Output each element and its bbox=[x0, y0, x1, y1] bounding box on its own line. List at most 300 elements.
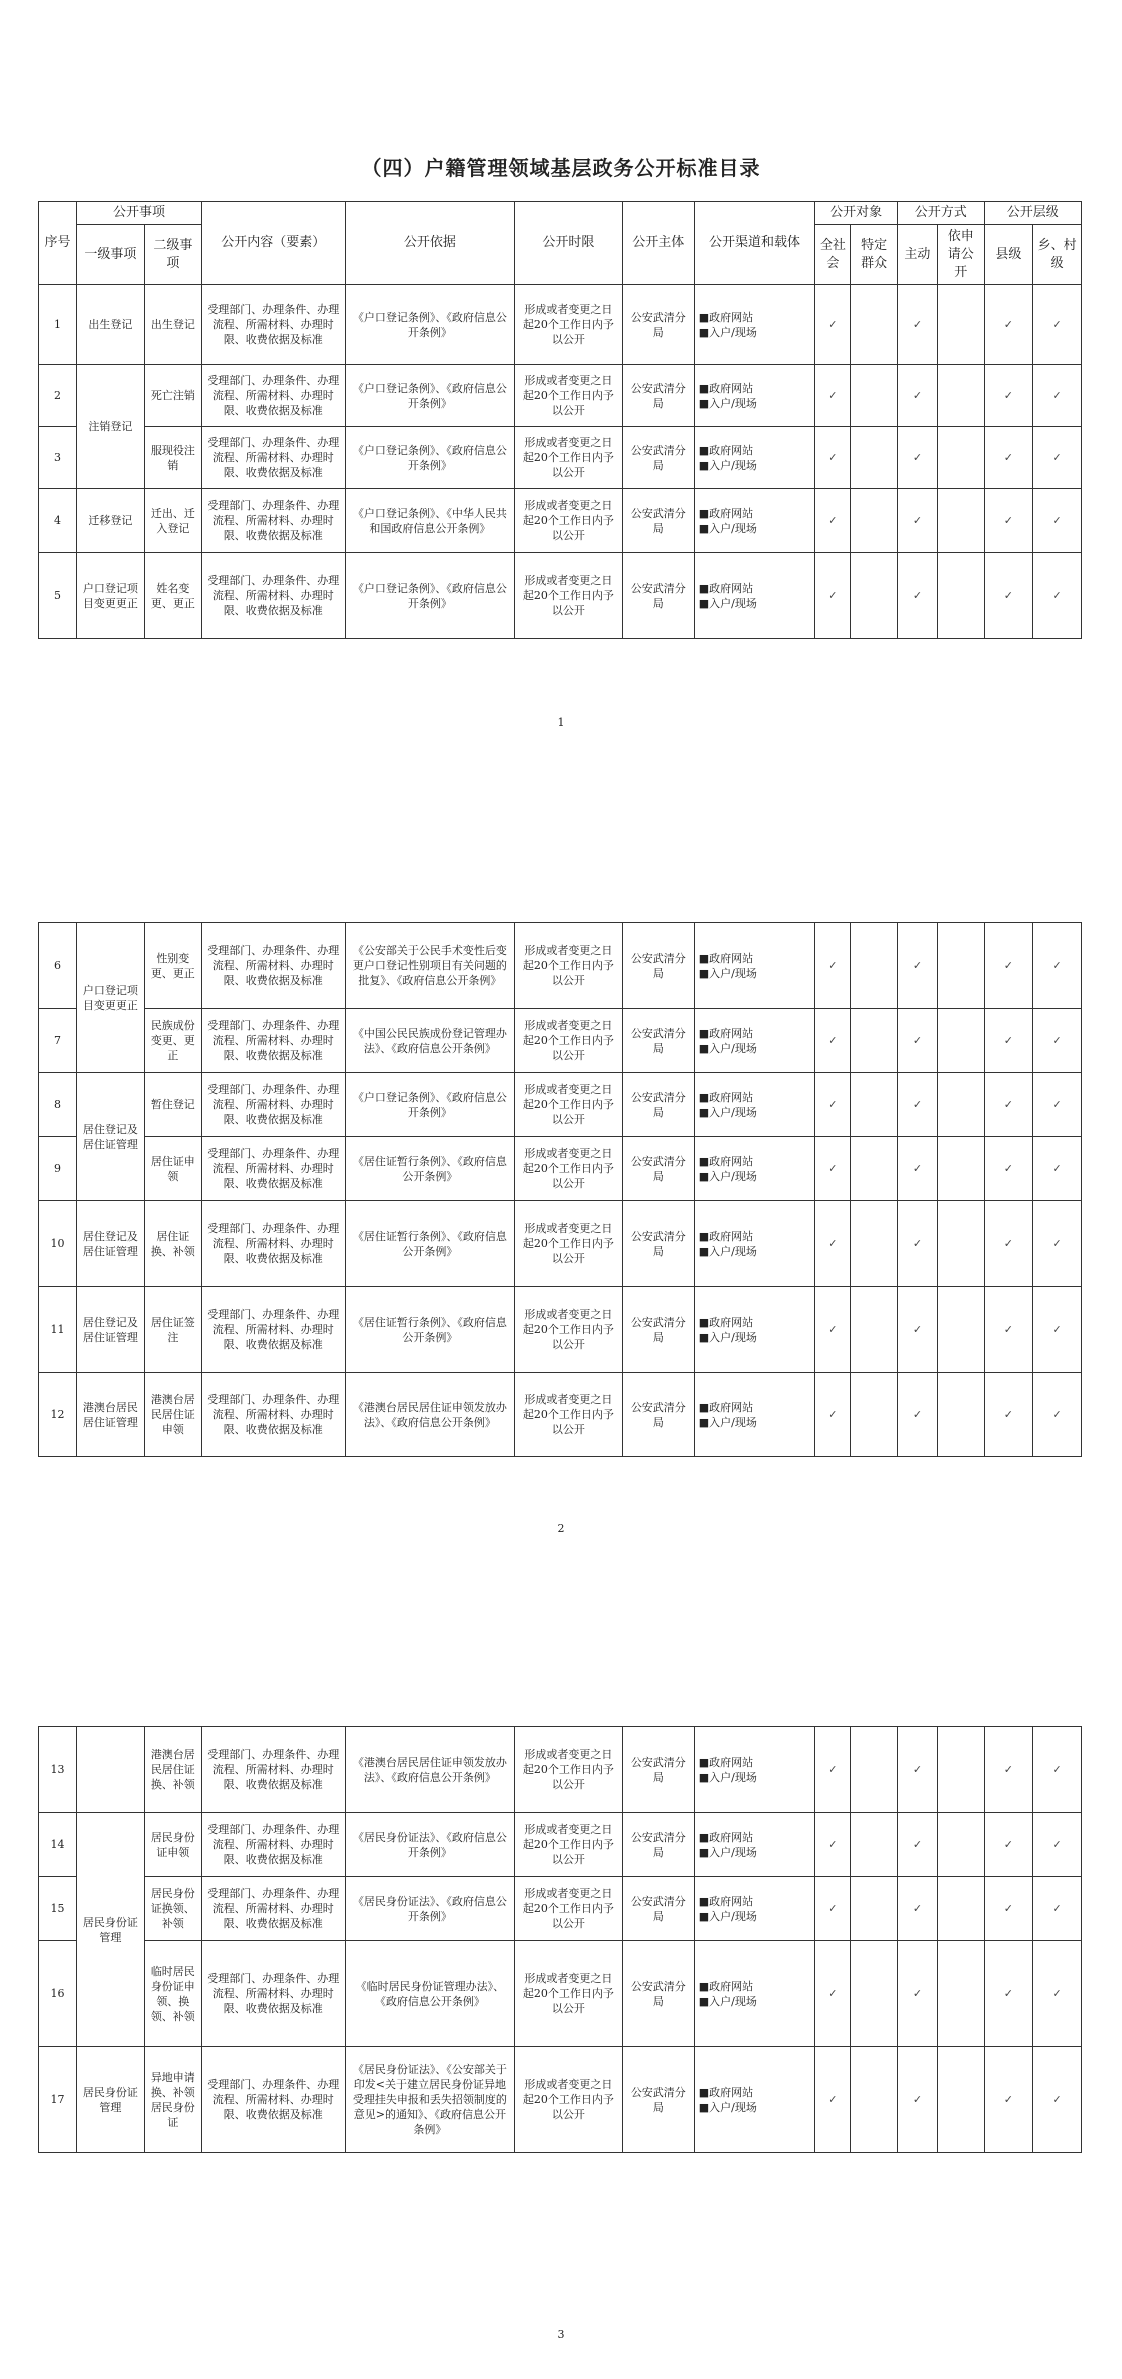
table-row bbox=[39, 1941, 1082, 2047]
content-cell: 受理部门、办理条件、办理流程、所需材料、办理时限、收费依据及标准 bbox=[201, 1287, 345, 1373]
time-cell: 形成或者变更之日起20个工作日内予以公开 bbox=[514, 427, 622, 489]
row-no: 1 bbox=[39, 285, 77, 365]
header-seq: 序号 bbox=[39, 202, 77, 285]
subject-cell: 公安武清分局 bbox=[622, 1287, 694, 1373]
subject-cell: 公安武清分局 bbox=[622, 1727, 694, 1813]
row-no: 3 bbox=[39, 427, 77, 489]
catalog-table bbox=[38, 201, 1082, 639]
check-county: ✓ bbox=[984, 1201, 1033, 1287]
subject-cell: 公安武清分局 bbox=[622, 923, 694, 1009]
channel-website: ■政府网站 bbox=[698, 1090, 754, 1104]
table-row bbox=[39, 489, 1082, 553]
check-county: ✓ bbox=[984, 1137, 1033, 1201]
check-town: ✓ bbox=[1033, 1727, 1082, 1813]
table-row bbox=[39, 1009, 1082, 1073]
cell-specific bbox=[851, 923, 898, 1009]
second-item: 出生登记 bbox=[144, 285, 201, 365]
table-row bbox=[39, 1201, 1082, 1287]
channel-cell bbox=[694, 1727, 815, 1813]
first-item: 居民身份证管理 bbox=[77, 2047, 145, 2153]
channel-onsite: ■入户/现场 bbox=[698, 1330, 757, 1344]
basis-cell: 《户口登记条例》、《中华人民共和国政府信息公开条例》 bbox=[345, 489, 514, 553]
basis-cell: 《户口登记条例》、《政府信息公开条例》 bbox=[345, 285, 514, 365]
check-all-society: ✓ bbox=[815, 427, 851, 489]
time-cell: 形成或者变更之日起20个工作日内予以公开 bbox=[514, 285, 622, 365]
basis-cell: 《户口登记条例》、《政府信息公开条例》 bbox=[345, 365, 514, 427]
check-active: ✓ bbox=[897, 1137, 937, 1201]
check-all-society: ✓ bbox=[815, 1373, 851, 1457]
second-item: 暂住登记 bbox=[144, 1073, 201, 1137]
page-number: 1 bbox=[557, 716, 565, 729]
channel-cell bbox=[694, 427, 815, 489]
second-item: 居住证申领 bbox=[144, 1137, 201, 1201]
channel-cell bbox=[694, 923, 815, 1009]
channel-onsite: ■入户/现场 bbox=[698, 1770, 757, 1784]
channel-website: ■政府网站 bbox=[698, 1830, 754, 1844]
second-item: 港澳台居民居住证换、补领 bbox=[144, 1727, 201, 1813]
check-town: ✓ bbox=[1033, 1201, 1082, 1287]
cell-apply bbox=[938, 285, 985, 365]
catalog-table bbox=[38, 1726, 1082, 2153]
first-item: 居住登记及居住证管理 bbox=[77, 1201, 145, 1287]
channel-website: ■政府网站 bbox=[698, 951, 754, 965]
time-cell: 形成或者变更之日起20个工作日内予以公开 bbox=[514, 489, 622, 553]
table-row bbox=[39, 1287, 1082, 1373]
check-county: ✓ bbox=[984, 1813, 1033, 1877]
page-title: （四）户籍管理领域基层政务公开标准目录 bbox=[361, 156, 761, 180]
cell-specific bbox=[851, 285, 898, 365]
row-no: 6 bbox=[39, 923, 77, 1009]
check-county: ✓ bbox=[984, 1941, 1033, 2047]
header-group-level: 公开层级 bbox=[984, 202, 1081, 225]
channel-onsite: ■入户/现场 bbox=[698, 325, 757, 339]
header-group-method: 公开方式 bbox=[897, 202, 984, 225]
time-cell: 形成或者变更之日起20个工作日内予以公开 bbox=[514, 923, 622, 1009]
second-item: 居民身份证申领 bbox=[144, 1813, 201, 1877]
check-county: ✓ bbox=[984, 1009, 1033, 1073]
cell-specific bbox=[851, 1877, 898, 1941]
subject-cell: 公安武清分局 bbox=[622, 553, 694, 639]
subject-cell: 公安武清分局 bbox=[622, 285, 694, 365]
cell-specific bbox=[851, 1287, 898, 1373]
time-cell: 形成或者变更之日起20个工作日内予以公开 bbox=[514, 1201, 622, 1287]
check-all-society: ✓ bbox=[815, 1877, 851, 1941]
check-town: ✓ bbox=[1033, 1941, 1082, 2047]
header-group-object: 公开对象 bbox=[815, 202, 898, 225]
content-cell: 受理部门、办理条件、办理流程、所需材料、办理时限、收费依据及标准 bbox=[201, 553, 345, 639]
check-county: ✓ bbox=[984, 2047, 1033, 2153]
check-all-society: ✓ bbox=[815, 1813, 851, 1877]
channel-cell bbox=[694, 1287, 815, 1373]
channel-cell bbox=[694, 489, 815, 553]
check-town: ✓ bbox=[1033, 1073, 1082, 1137]
table-row bbox=[39, 1073, 1082, 1137]
header-all-society: 全社会 bbox=[815, 225, 851, 285]
subject-cell: 公安武清分局 bbox=[622, 1373, 694, 1457]
channel-website: ■政府网站 bbox=[698, 1154, 754, 1168]
second-item: 居住证签注 bbox=[144, 1287, 201, 1373]
check-all-society: ✓ bbox=[815, 1727, 851, 1813]
check-active: ✓ bbox=[897, 285, 937, 365]
channel-onsite: ■入户/现场 bbox=[698, 1105, 757, 1119]
row-no: 2 bbox=[39, 365, 77, 427]
check-all-society: ✓ bbox=[815, 1287, 851, 1373]
row-no: 16 bbox=[39, 1941, 77, 2047]
channel-website: ■政府网站 bbox=[698, 443, 754, 457]
subject-cell: 公安武清分局 bbox=[622, 489, 694, 553]
time-cell: 形成或者变更之日起20个工作日内予以公开 bbox=[514, 1137, 622, 1201]
channel-onsite: ■入户/现场 bbox=[698, 1244, 757, 1258]
table-row bbox=[39, 553, 1082, 639]
check-county: ✓ bbox=[984, 1727, 1033, 1813]
cell-specific bbox=[851, 1009, 898, 1073]
content-cell: 受理部门、办理条件、办理流程、所需材料、办理时限、收费依据及标准 bbox=[201, 489, 345, 553]
cell-apply bbox=[938, 1727, 985, 1813]
basis-cell: 《户口登记条例》、《政府信息公开条例》 bbox=[345, 427, 514, 489]
page-number: 3 bbox=[557, 2328, 565, 2341]
channel-website: ■政府网站 bbox=[698, 1755, 754, 1769]
header-apply: 依申请公开 bbox=[938, 225, 985, 285]
channel-onsite: ■入户/现场 bbox=[698, 966, 757, 980]
time-cell: 形成或者变更之日起20个工作日内予以公开 bbox=[514, 1373, 622, 1457]
cell-specific bbox=[851, 553, 898, 639]
check-town: ✓ bbox=[1033, 1877, 1082, 1941]
channel-cell bbox=[694, 2047, 815, 2153]
check-county: ✓ bbox=[984, 1073, 1033, 1137]
header-active: 主动 bbox=[897, 225, 937, 285]
channel-onsite: ■入户/现场 bbox=[698, 1845, 757, 1859]
check-all-society: ✓ bbox=[815, 1009, 851, 1073]
check-county: ✓ bbox=[984, 1373, 1033, 1457]
header-first: 一级事项 bbox=[77, 225, 145, 285]
cell-apply bbox=[938, 1813, 985, 1877]
check-all-society: ✓ bbox=[815, 489, 851, 553]
check-county: ✓ bbox=[984, 1877, 1033, 1941]
check-town: ✓ bbox=[1033, 285, 1082, 365]
table-row bbox=[39, 1727, 1082, 1813]
row-no: 13 bbox=[39, 1727, 77, 1813]
subject-cell: 公安武清分局 bbox=[622, 427, 694, 489]
second-item: 迁出、迁入登记 bbox=[144, 489, 201, 553]
header-town: 乡、村级 bbox=[1033, 225, 1082, 285]
check-active: ✓ bbox=[897, 489, 937, 553]
channel-website: ■政府网站 bbox=[698, 310, 754, 324]
row-no: 17 bbox=[39, 2047, 77, 2153]
channel-website: ■政府网站 bbox=[698, 1979, 754, 1993]
content-cell: 受理部门、办理条件、办理流程、所需材料、办理时限、收费依据及标准 bbox=[201, 1727, 345, 1813]
channel-onsite: ■入户/现场 bbox=[698, 1909, 757, 1923]
second-item: 姓名变更、更正 bbox=[144, 553, 201, 639]
check-active: ✓ bbox=[897, 553, 937, 639]
time-cell: 形成或者变更之日起20个工作日内予以公开 bbox=[514, 553, 622, 639]
header-content: 公开内容（要素） bbox=[201, 202, 345, 285]
subject-cell: 公安武清分局 bbox=[622, 1877, 694, 1941]
check-town: ✓ bbox=[1033, 923, 1082, 1009]
cell-specific bbox=[851, 1727, 898, 1813]
row-no: 11 bbox=[39, 1287, 77, 1373]
cell-apply bbox=[938, 923, 985, 1009]
basis-cell: 《居民身份证法》、《公安部关于印发<关于建立居民身份证异地受理挂失申报和丢失招领制度的意见>的通知》、《政府信息公开条例》 bbox=[345, 2047, 514, 2153]
header-specific: 特定群众 bbox=[851, 225, 898, 285]
check-town: ✓ bbox=[1033, 1287, 1082, 1373]
content-cell: 受理部门、办理条件、办理流程、所需材料、办理时限、收费依据及标准 bbox=[201, 2047, 345, 2153]
check-all-society: ✓ bbox=[815, 1073, 851, 1137]
cell-specific bbox=[851, 1373, 898, 1457]
channel-website: ■政府网站 bbox=[698, 1400, 754, 1414]
header-basis: 公开依据 bbox=[345, 202, 514, 285]
channel-cell bbox=[694, 1813, 815, 1877]
cell-specific bbox=[851, 365, 898, 427]
check-active: ✓ bbox=[897, 365, 937, 427]
first-item: 出生登记 bbox=[77, 285, 145, 365]
check-active: ✓ bbox=[897, 427, 937, 489]
content-cell: 受理部门、办理条件、办理流程、所需材料、办理时限、收费依据及标准 bbox=[201, 1941, 345, 2047]
content-cell: 受理部门、办理条件、办理流程、所需材料、办理时限、收费依据及标准 bbox=[201, 1877, 345, 1941]
subject-cell: 公安武清分局 bbox=[622, 1137, 694, 1201]
check-active: ✓ bbox=[897, 1073, 937, 1137]
time-cell: 形成或者变更之日起20个工作日内予以公开 bbox=[514, 1009, 622, 1073]
time-cell: 形成或者变更之日起20个工作日内予以公开 bbox=[514, 1727, 622, 1813]
channel-cell bbox=[694, 1941, 815, 2047]
check-active: ✓ bbox=[897, 1373, 937, 1457]
row-no: 10 bbox=[39, 1201, 77, 1287]
content-cell: 受理部门、办理条件、办理流程、所需材料、办理时限、收费依据及标准 bbox=[201, 427, 345, 489]
cell-specific bbox=[851, 1813, 898, 1877]
time-cell: 形成或者变更之日起20个工作日内予以公开 bbox=[514, 365, 622, 427]
check-county: ✓ bbox=[984, 553, 1033, 639]
row-no: 14 bbox=[39, 1813, 77, 1877]
header-county: 县级 bbox=[984, 225, 1033, 285]
channel-website: ■政府网站 bbox=[698, 581, 754, 595]
check-active: ✓ bbox=[897, 1877, 937, 1941]
channel-website: ■政府网站 bbox=[698, 1026, 754, 1040]
channel-cell bbox=[694, 1201, 815, 1287]
time-cell: 形成或者变更之日起20个工作日内予以公开 bbox=[514, 1877, 622, 1941]
row-no: 8 bbox=[39, 1073, 77, 1137]
check-town: ✓ bbox=[1033, 1813, 1082, 1877]
page-number: 2 bbox=[557, 1522, 565, 1535]
row-no: 12 bbox=[39, 1373, 77, 1457]
channel-website: ■政府网站 bbox=[698, 1229, 754, 1243]
subject-cell: 公安武清分局 bbox=[622, 1813, 694, 1877]
check-county: ✓ bbox=[984, 923, 1033, 1009]
check-town: ✓ bbox=[1033, 1137, 1082, 1201]
basis-cell: 《居住证暂行条例》、《政府信息公开条例》 bbox=[345, 1137, 514, 1201]
time-cell: 形成或者变更之日起20个工作日内予以公开 bbox=[514, 1813, 622, 1877]
check-town: ✓ bbox=[1033, 553, 1082, 639]
check-active: ✓ bbox=[897, 1727, 937, 1813]
basis-cell: 《中国公民民族成份登记管理办法》、《政府信息公开条例》 bbox=[345, 1009, 514, 1073]
first-item bbox=[77, 1727, 145, 1813]
content-cell: 受理部门、办理条件、办理流程、所需材料、办理时限、收费依据及标准 bbox=[201, 1373, 345, 1457]
channel-cell bbox=[694, 285, 815, 365]
basis-cell: 《居住证暂行条例》、《政府信息公开条例》 bbox=[345, 1201, 514, 1287]
channel-onsite: ■入户/现场 bbox=[698, 1169, 757, 1183]
first-item: 户口登记项目变更更正 bbox=[77, 923, 145, 1073]
channel-website: ■政府网站 bbox=[698, 1894, 754, 1908]
cell-apply bbox=[938, 553, 985, 639]
channel-onsite: ■入户/现场 bbox=[698, 521, 757, 535]
check-active: ✓ bbox=[897, 2047, 937, 2153]
content-cell: 受理部门、办理条件、办理流程、所需材料、办理时限、收费依据及标准 bbox=[201, 1009, 345, 1073]
time-cell: 形成或者变更之日起20个工作日内予以公开 bbox=[514, 1941, 622, 2047]
second-item: 死亡注销 bbox=[144, 365, 201, 427]
content-cell: 受理部门、办理条件、办理流程、所需材料、办理时限、收费依据及标准 bbox=[201, 1813, 345, 1877]
cell-specific bbox=[851, 1073, 898, 1137]
time-cell: 形成或者变更之日起20个工作日内予以公开 bbox=[514, 1073, 622, 1137]
catalog-table-page-2 bbox=[38, 922, 1082, 1457]
basis-cell: 《户口登记条例》、《政府信息公开条例》 bbox=[345, 553, 514, 639]
basis-cell: 《居民身份证法》、《政府信息公开条例》 bbox=[345, 1813, 514, 1877]
subject-cell: 公安武清分局 bbox=[622, 1941, 694, 2047]
content-cell: 受理部门、办理条件、办理流程、所需材料、办理时限、收费依据及标准 bbox=[201, 365, 345, 427]
check-active: ✓ bbox=[897, 1201, 937, 1287]
catalog-table bbox=[38, 922, 1082, 1457]
check-all-society: ✓ bbox=[815, 285, 851, 365]
table-row bbox=[39, 365, 1082, 427]
check-town: ✓ bbox=[1033, 1373, 1082, 1457]
check-town: ✓ bbox=[1033, 2047, 1082, 2153]
cell-apply bbox=[938, 1073, 985, 1137]
header-time: 公开时限 bbox=[514, 202, 622, 285]
cell-apply bbox=[938, 1941, 985, 2047]
first-item: 居住登记及居住证管理 bbox=[77, 1287, 145, 1373]
cell-apply bbox=[938, 427, 985, 489]
time-cell: 形成或者变更之日起20个工作日内予以公开 bbox=[514, 2047, 622, 2153]
channel-onsite: ■入户/现场 bbox=[698, 1041, 757, 1055]
channel-cell bbox=[694, 365, 815, 427]
basis-cell: 《港澳台居民居住证申领发放办法》、《政府信息公开条例》 bbox=[345, 1373, 514, 1457]
cell-specific bbox=[851, 427, 898, 489]
check-all-society: ✓ bbox=[815, 365, 851, 427]
channel-cell bbox=[694, 1137, 815, 1201]
basis-cell: 《公安部关于公民手术变性后变更户口登记性别项目有关问题的批复》、《政府信息公开条例》 bbox=[345, 923, 514, 1009]
first-item: 户口登记项目变更更正 bbox=[77, 553, 145, 639]
channel-onsite: ■入户/现场 bbox=[698, 396, 757, 410]
cell-apply bbox=[938, 1137, 985, 1201]
first-item: 注销登记 bbox=[77, 365, 145, 489]
row-no: 9 bbox=[39, 1137, 77, 1201]
header-group-matter: 公开事项 bbox=[77, 202, 202, 225]
channel-website: ■政府网站 bbox=[698, 506, 754, 520]
channel-onsite: ■入户/现场 bbox=[698, 2100, 757, 2114]
check-all-society: ✓ bbox=[815, 1201, 851, 1287]
check-town: ✓ bbox=[1033, 365, 1082, 427]
subject-cell: 公安武清分局 bbox=[622, 1073, 694, 1137]
table-row bbox=[39, 2047, 1082, 2153]
cell-specific bbox=[851, 489, 898, 553]
table-row bbox=[39, 1813, 1082, 1877]
table-row bbox=[39, 1137, 1082, 1201]
basis-cell: 《居民身份证法》、《政府信息公开条例》 bbox=[345, 1877, 514, 1941]
check-all-society: ✓ bbox=[815, 1941, 851, 2047]
cell-apply bbox=[938, 489, 985, 553]
subject-cell: 公安武清分局 bbox=[622, 1009, 694, 1073]
check-county: ✓ bbox=[984, 489, 1033, 553]
first-item: 居民身份证管理 bbox=[77, 1813, 145, 2047]
catalog-table-page-3 bbox=[38, 1726, 1082, 2153]
header-second: 二级事项 bbox=[144, 225, 201, 285]
cell-specific bbox=[851, 2047, 898, 2153]
row-no: 15 bbox=[39, 1877, 77, 1941]
cell-specific bbox=[851, 1201, 898, 1287]
content-cell: 受理部门、办理条件、办理流程、所需材料、办理时限、收费依据及标准 bbox=[201, 1137, 345, 1201]
catalog-table-page-1 bbox=[38, 201, 1082, 639]
check-active: ✓ bbox=[897, 1813, 937, 1877]
check-county: ✓ bbox=[984, 365, 1033, 427]
second-item: 性别变更、更正 bbox=[144, 923, 201, 1009]
first-item: 居住登记及居住证管理 bbox=[77, 1073, 145, 1201]
basis-cell: 《港澳台居民居住证申领发放办法》、《政府信息公开条例》 bbox=[345, 1727, 514, 1813]
check-all-society: ✓ bbox=[815, 553, 851, 639]
channel-cell bbox=[694, 1073, 815, 1137]
header-subject: 公开主体 bbox=[622, 202, 694, 285]
channel-onsite: ■入户/现场 bbox=[698, 1415, 757, 1429]
channel-onsite: ■入户/现场 bbox=[698, 1994, 757, 2008]
cell-specific bbox=[851, 1137, 898, 1201]
channel-website: ■政府网站 bbox=[698, 2085, 754, 2099]
basis-cell: 《居住证暂行条例》、《政府信息公开条例》 bbox=[345, 1287, 514, 1373]
channel-cell bbox=[694, 1009, 815, 1073]
second-item: 居民身份证换领、补领 bbox=[144, 1877, 201, 1941]
table-row bbox=[39, 923, 1082, 1009]
check-active: ✓ bbox=[897, 1009, 937, 1073]
row-no: 5 bbox=[39, 553, 77, 639]
check-town: ✓ bbox=[1033, 427, 1082, 489]
cell-apply bbox=[938, 2047, 985, 2153]
cell-specific bbox=[851, 1941, 898, 2047]
basis-cell: 《户口登记条例》、《政府信息公开条例》 bbox=[345, 1073, 514, 1137]
first-item: 迁移登记 bbox=[77, 489, 145, 553]
cell-apply bbox=[938, 365, 985, 427]
cell-apply bbox=[938, 1201, 985, 1287]
check-town: ✓ bbox=[1033, 1009, 1082, 1073]
cell-apply bbox=[938, 1373, 985, 1457]
content-cell: 受理部门、办理条件、办理流程、所需材料、办理时限、收费依据及标准 bbox=[201, 923, 345, 1009]
content-cell: 受理部门、办理条件、办理流程、所需材料、办理时限、收费依据及标准 bbox=[201, 1201, 345, 1287]
second-item: 港澳台居民居住证申领 bbox=[144, 1373, 201, 1457]
channel-website: ■政府网站 bbox=[698, 1315, 754, 1329]
time-cell: 形成或者变更之日起20个工作日内予以公开 bbox=[514, 1287, 622, 1373]
second-item: 临时居民身份证申领、换领、补领 bbox=[144, 1941, 201, 2047]
row-no: 7 bbox=[39, 1009, 77, 1073]
check-all-society: ✓ bbox=[815, 2047, 851, 2153]
row-no: 4 bbox=[39, 489, 77, 553]
content-cell: 受理部门、办理条件、办理流程、所需材料、办理时限、收费依据及标准 bbox=[201, 1073, 345, 1137]
cell-apply bbox=[938, 1877, 985, 1941]
table-row bbox=[39, 285, 1082, 365]
content-cell: 受理部门、办理条件、办理流程、所需材料、办理时限、收费依据及标准 bbox=[201, 285, 345, 365]
check-active: ✓ bbox=[897, 1941, 937, 2047]
check-active: ✓ bbox=[897, 1287, 937, 1373]
channel-cell bbox=[694, 1373, 815, 1457]
check-county: ✓ bbox=[984, 1287, 1033, 1373]
subject-cell: 公安武清分局 bbox=[622, 2047, 694, 2153]
basis-cell: 《临时居民身份证管理办法》、《政府信息公开条例》 bbox=[345, 1941, 514, 2047]
table-row bbox=[39, 427, 1082, 489]
second-item: 居住证换、补领 bbox=[144, 1201, 201, 1287]
table-row bbox=[39, 1373, 1082, 1457]
first-item: 港澳台居民居住证管理 bbox=[77, 1373, 145, 1457]
check-all-society: ✓ bbox=[815, 1137, 851, 1201]
check-all-society: ✓ bbox=[815, 923, 851, 1009]
header-channel: 公开渠道和载体 bbox=[694, 202, 815, 285]
second-item: 民族成份变更、更正 bbox=[144, 1009, 201, 1073]
check-county: ✓ bbox=[984, 285, 1033, 365]
channel-cell bbox=[694, 1877, 815, 1941]
channel-website: ■政府网站 bbox=[698, 381, 754, 395]
check-town: ✓ bbox=[1033, 489, 1082, 553]
